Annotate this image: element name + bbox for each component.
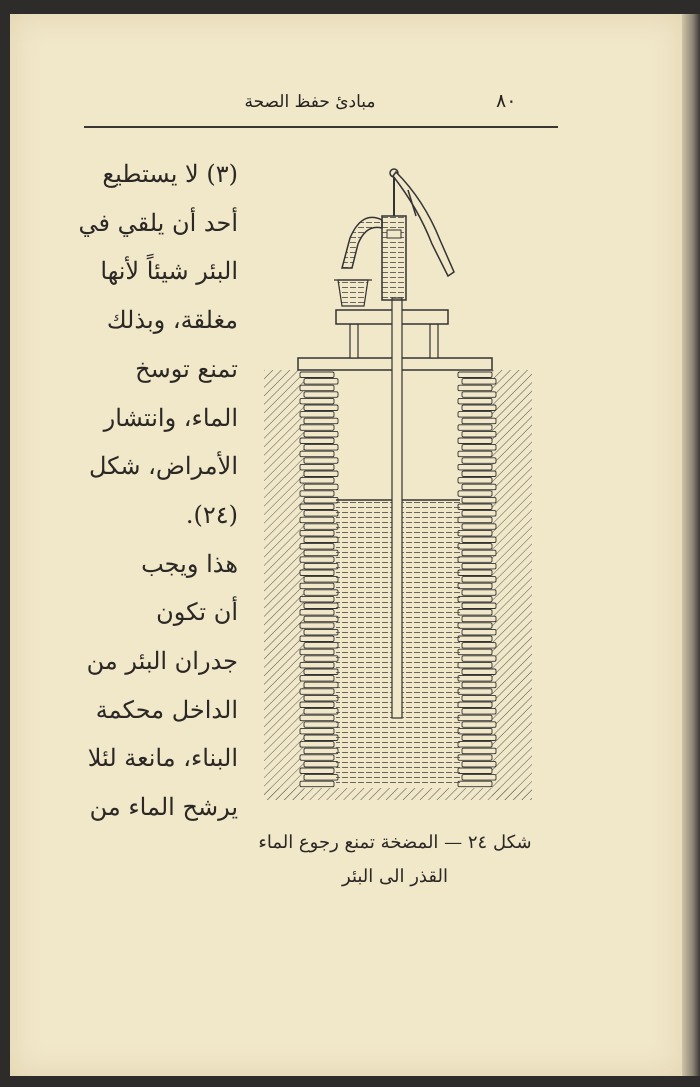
body-text: [62, 150, 238, 832]
page-number: ٨٠: [496, 90, 517, 112]
well-pump-illustration: [262, 160, 534, 810]
caption-line-1: شكل ٢٤ — المضخة تمنع رجوع الماء: [258, 832, 532, 853]
text-line: جدران البئر من: [86, 647, 238, 676]
text-line: (٣) لا يستطيع: [102, 160, 238, 188]
text-line: يرشح الماء من: [89, 793, 238, 822]
pump-cylinder: [382, 216, 406, 300]
brick-wall-left: [300, 372, 338, 787]
text-line: الأمراض، شكل: [88, 452, 238, 481]
figure-caption: [250, 826, 540, 894]
text-line: أحد أن يلقي في: [78, 208, 238, 237]
pump-pipe: [392, 298, 402, 718]
running-header-title: مبادئ حفظ الصحة: [244, 92, 376, 112]
caption-line-2: القذر الى البئر: [342, 866, 448, 887]
brick-wall-right: [458, 372, 496, 787]
header-rule: [84, 126, 558, 128]
text-line: أن تكون: [156, 598, 238, 627]
text-line: هذا ويجب: [141, 549, 238, 578]
soil-left: [264, 370, 304, 800]
text-line: الماء، وانتشار: [103, 403, 238, 432]
text-line: البئر شيئاً لأنها: [100, 257, 238, 286]
text-line: تمنع توسخ: [135, 354, 238, 383]
soil-bottom: [264, 788, 532, 800]
text-line: البناء، مانعة لئلا: [87, 744, 238, 773]
page-edge: [682, 14, 700, 1076]
text-line: الداخل محكمة: [95, 695, 238, 724]
text-line: (٢٤).: [185, 500, 238, 529]
bucket: [338, 280, 368, 306]
pump-spout: [342, 217, 382, 268]
text-line: مغلقة، وبذلك: [106, 306, 238, 335]
soil-right: [492, 370, 532, 800]
